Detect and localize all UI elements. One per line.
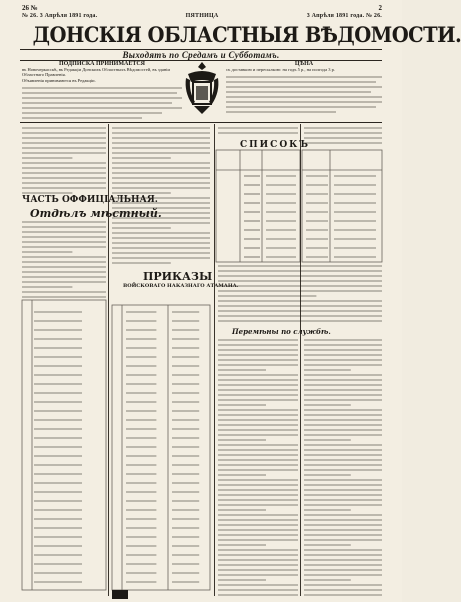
section-local: Отдѣлъ мѣстный.	[30, 207, 162, 220]
subscription-note: Объявленія принимаются въ Редакціи.	[22, 77, 96, 83]
page-number-left: 26 №	[22, 4, 38, 12]
issue-weekday: ПЯТНИЦА	[185, 13, 219, 19]
section-transfers: Перемѣны по службѣ.	[232, 327, 331, 336]
issue-date-left: № 26. 3 Апрѣля 1891 года.	[22, 13, 98, 19]
subscription-heading: ПОДПИСКА ПРИНИМАЕТСЯ	[58, 61, 145, 67]
page-number-right: 2	[378, 4, 382, 12]
newspaper-subtitle: Выходятъ по Средамъ и Субботамъ.	[122, 50, 280, 60]
newspaper-title: ДОНСКІЯ ОБЛАСТНЫЯ ВѢДОМОСТИ.	[32, 22, 461, 47]
price-heading: ЦѢНА	[294, 61, 314, 67]
section-orders: ПРИКАЗЫ	[143, 270, 213, 283]
section-list: СПИСОКЪ	[240, 140, 310, 150]
issue-date-right: 3 Апрѣля 1891 года. № 26.	[306, 13, 382, 19]
printer-mark-icon	[110, 588, 140, 602]
subscription-text: въ Новочеркасскѣ, въ Редакціи Донскихъ Областныхъ Вѣдомостей, въ зданіи Областнаго Правленія.	[22, 67, 170, 78]
section-orders-sub: ВОЙСКОВАГО НАКАЗНАГО АТАМАНА.	[123, 283, 239, 289]
section-official: ЧАСТЬ ОФФИЦІАЛЬНАЯ.	[22, 195, 158, 205]
price-text: съ доставкою и пересылкою: на годъ 5 р., на полгода 3 р.	[226, 67, 335, 73]
